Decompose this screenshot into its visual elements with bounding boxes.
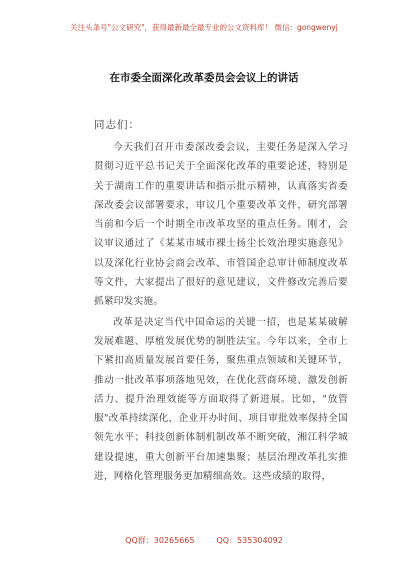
paragraph-2: 改革是决定当代中国命运的关键一招，也是某某破解发展难题、厚植发展优势的制胜法宝。今年以来，全市上下紧扣高质量发展首要任务，聚焦重点领域和关键环节，推动一批改革事项落地见效，在优化营商环境、激发创新活力、提升治理效能等方面取得了新进展。比如，"放管服"改革持续深化，企业开办时间、项目审批效率保持全国领先水平；科技创新体制机制改革不断突破，湘江科学城建设提速，重大创新平台加速集聚；基层治理改革扎实推进，网格化管理服务更加精细高效。这些成绩的取得， [94, 316, 348, 483]
footer-banner [0, 535, 408, 546]
document-body [94, 138, 348, 487]
salutation: 同志们： [94, 119, 140, 131]
header-banner: 关注头条号"公文研究"，获得最新最全最专业的公文资料库！ 微信：gongwenyj [70, 23, 338, 32]
document-title: 在市委全面深化改革委员会会议上的讲话 [109, 72, 299, 84]
paragraph-1: 今天我们召开市委深改委会议，主要任务是深入学习贯彻习近平总书记关于全面深化改革的重要论述，特别是关于湖南工作的重要讲话和指示批示精神，认真落实省委深改委会议部署要求，审议几个重要改革文件，研究部署当前和今后一个时期全市改革攻坚的重点任务。刚才，会议审议通过了《某某市城市裸土扬尘长效治理实施意见》以及深化行业协会商会改革、市管国企总审计师制度改革等文件，大家提出了很好的意见建议，文件修改完善后要抓紧印发实施。 [94, 142, 348, 308]
footer-qq: QQ：535304092 [216, 536, 283, 545]
footer-qq-group: QQ群：30265665 [125, 536, 195, 545]
